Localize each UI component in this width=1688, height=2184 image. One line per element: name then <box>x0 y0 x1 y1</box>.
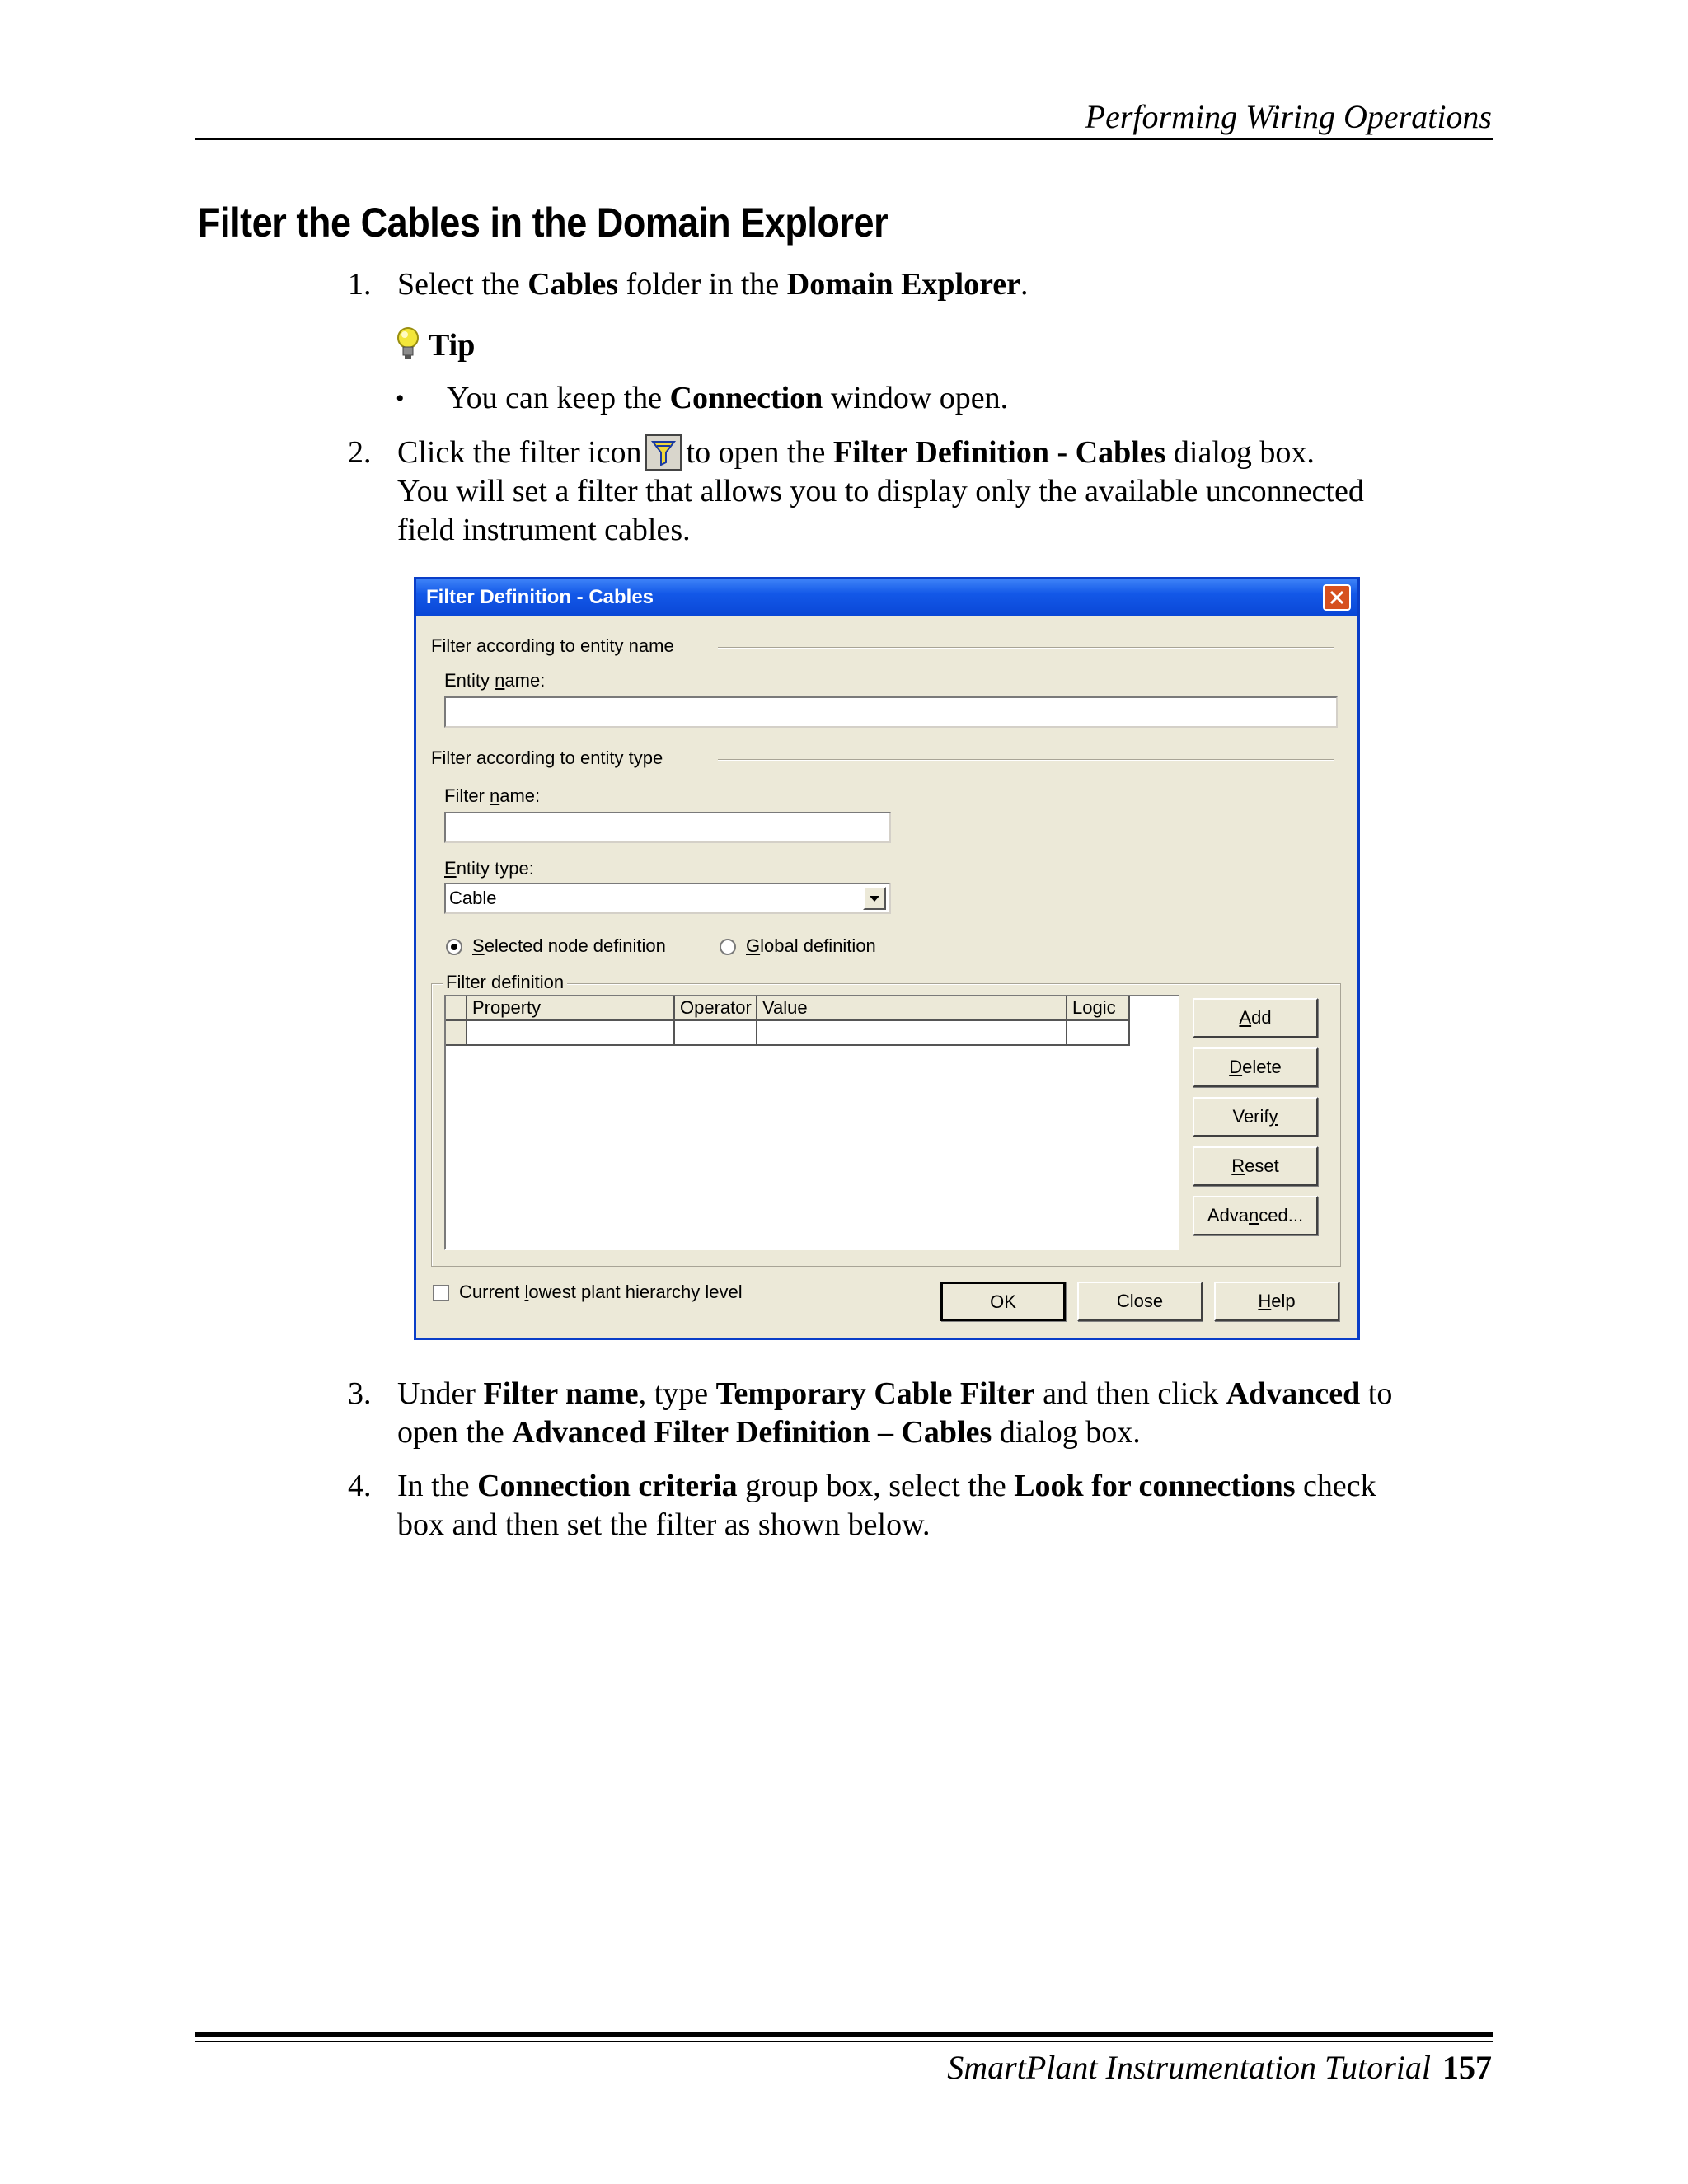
filter-definition-label: Filter definition <box>443 972 567 993</box>
delete-button[interactable]: Delete <box>1193 1047 1318 1087</box>
entity-type-value: Cable <box>449 888 497 908</box>
lowest-level-checkbox[interactable] <box>433 1285 449 1301</box>
lightbulb-icon <box>396 326 420 361</box>
chevron-down-icon <box>865 888 884 908</box>
column-header-value[interactable]: Value <box>757 996 1067 1021</box>
step-text-line-2: You will set a filter that allows you to display only the available unconnected <box>397 474 1364 509</box>
dialog-titlebar[interactable] <box>416 579 1357 616</box>
step-text-line-2: open the Advanced Filter Definition – Cables dialog box. <box>397 1415 1141 1450</box>
step-text: Under Filter name, type Temporary Cable Filter and then click Advanced to <box>397 1376 1393 1411</box>
filter-definition-dialog <box>414 577 1360 1340</box>
advanced-button[interactable]: Advanced... <box>1193 1196 1318 1235</box>
running-head: Performing Wiring Operations <box>1085 98 1492 135</box>
close-window-button[interactable] <box>1323 584 1351 611</box>
step-number: 2. <box>348 435 372 470</box>
radio-selected-node[interactable] <box>446 939 462 955</box>
grid-cell-logic[interactable] <box>1067 1021 1130 1046</box>
entity-name-input[interactable] <box>444 696 1338 728</box>
step-text-line-3: field instrument cables. <box>397 513 691 547</box>
step-text: Select the Cables folder in the Domain Explorer. <box>397 267 1029 302</box>
radio-global[interactable] <box>720 939 736 955</box>
column-header-property[interactable]: Property <box>467 996 675 1021</box>
grid-cell-value[interactable] <box>757 1021 1067 1046</box>
step-3 <box>348 1375 1502 1457</box>
footer-title: SmartPlant Instrumentation Tutorial <box>947 2049 1431 2086</box>
footer-rule <box>195 2032 1493 2037</box>
header-rule <box>195 138 1493 140</box>
step-4 <box>348 1467 1502 1549</box>
page-title: Filter the Cables in the Domain Explorer <box>198 199 889 246</box>
step-text: Click the filter icon to open the Filter Definition - Cables dialog box. <box>397 435 1315 470</box>
radio-global-label: Global definition <box>746 935 876 956</box>
column-header-logic[interactable]: Logic <box>1067 996 1130 1021</box>
step-2 <box>348 434 1502 557</box>
tip-text: You can keep the Connection window open. <box>447 381 1009 415</box>
bullet-dot: • <box>396 385 405 412</box>
close-button[interactable]: Close <box>1077 1282 1203 1321</box>
grid-cell-operator[interactable] <box>675 1021 757 1046</box>
step-number: 1. <box>348 267 372 302</box>
radio-dot <box>451 944 457 950</box>
step-number: 4. <box>348 1469 372 1503</box>
filter-grid[interactable] <box>444 995 1179 1250</box>
dropdown-button[interactable] <box>863 887 886 910</box>
section-divider <box>718 647 1334 649</box>
row-header[interactable] <box>446 1021 467 1046</box>
footer <box>742 2048 1492 2088</box>
step-text: In the Connection criteria group box, select the Look for connections check <box>397 1469 1376 1503</box>
section-entity-type-label: Filter according to entity type <box>431 748 663 768</box>
verify-button[interactable]: Verify <box>1193 1097 1318 1137</box>
dialog-title: Filter Definition - Cables <box>426 586 654 608</box>
entity-type-label: Entity type: <box>444 858 534 879</box>
column-header-operator[interactable]: Operator <box>675 996 757 1021</box>
close-icon <box>1325 586 1349 609</box>
grid-cell-property[interactable] <box>467 1021 675 1046</box>
ok-button[interactable]: OK <box>940 1282 1066 1321</box>
filter-name-label: Filter name: <box>444 785 541 806</box>
lowest-level-label: Current lowest plant hierarchy level <box>459 1282 743 1302</box>
add-button[interactable]: Add <box>1193 998 1318 1038</box>
page-number: 157 <box>1442 2049 1492 2086</box>
tip-label: Tip <box>429 328 476 363</box>
footer-rule-thin <box>195 2041 1493 2042</box>
entity-type-select[interactable] <box>444 883 891 914</box>
radio-selected-node-label: Selected node definition <box>472 935 666 956</box>
step-text-line-2: box and then set the filter as shown below. <box>397 1507 931 1542</box>
section-divider <box>718 759 1334 761</box>
entity-name-label: Entity name: <box>444 670 546 691</box>
step-number: 3. <box>348 1376 372 1411</box>
section-entity-name-label: Filter according to entity name <box>431 635 674 656</box>
filter-name-input[interactable] <box>444 812 891 843</box>
reset-button[interactable]: Reset <box>1193 1146 1318 1186</box>
grid-corner <box>446 996 467 1021</box>
filter-icon <box>645 434 682 471</box>
help-button[interactable]: Help <box>1214 1282 1339 1321</box>
